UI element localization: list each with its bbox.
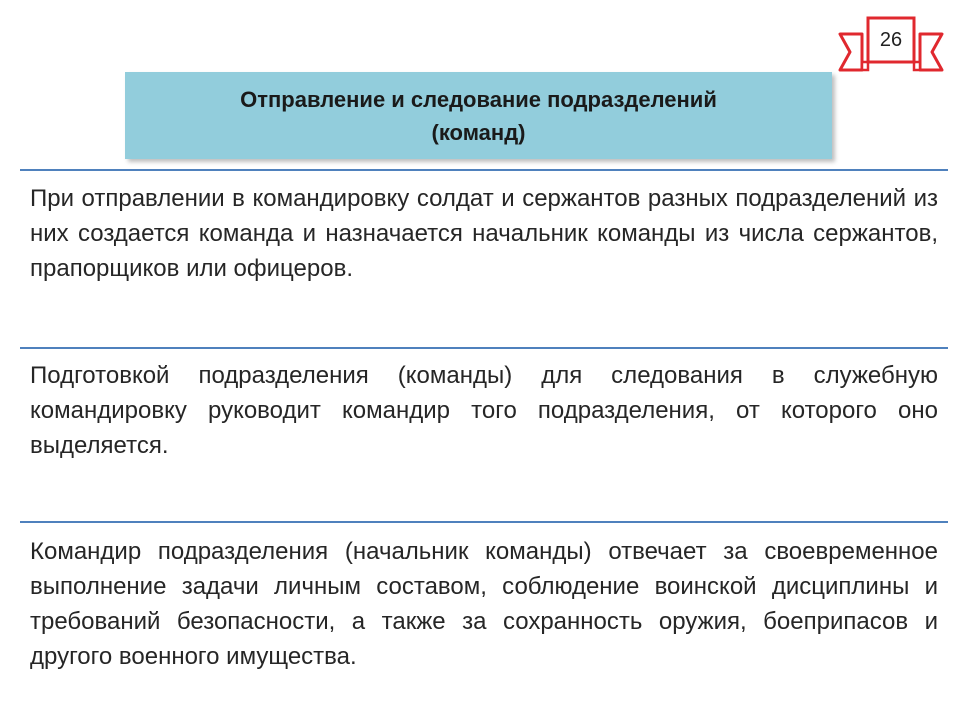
- page-number: 26: [879, 28, 903, 51]
- paragraph-3: Командир подразделения (начальник команды) отвечает за своевременное выполнение задачи личным составом, соблюдение воинской дисциплины и требований безопасности, а также за сохранность оружия, боеприпасов и другого военного имущества.: [30, 538, 938, 670]
- divider-3: [20, 521, 948, 523]
- paragraph-2: Подготовкой подразделения (команды) для следования в служебную командировку руководит командир того подразделения, от которого оно выделяется.: [30, 362, 938, 459]
- slide-title: [125, 72, 832, 159]
- title-line-2: (команд): [431, 119, 526, 145]
- divider-2: [20, 347, 948, 349]
- title-line-1: Отправление и следование подразделений: [240, 86, 717, 112]
- divider-1: [20, 169, 948, 171]
- page-number-badge: [838, 14, 944, 76]
- paragraph-1: При отправлении в командировку солдат и сержантов разных подразделений из них создается команда и назначается начальник команды из числа сержантов, прапорщиков или офицеров.: [30, 185, 938, 282]
